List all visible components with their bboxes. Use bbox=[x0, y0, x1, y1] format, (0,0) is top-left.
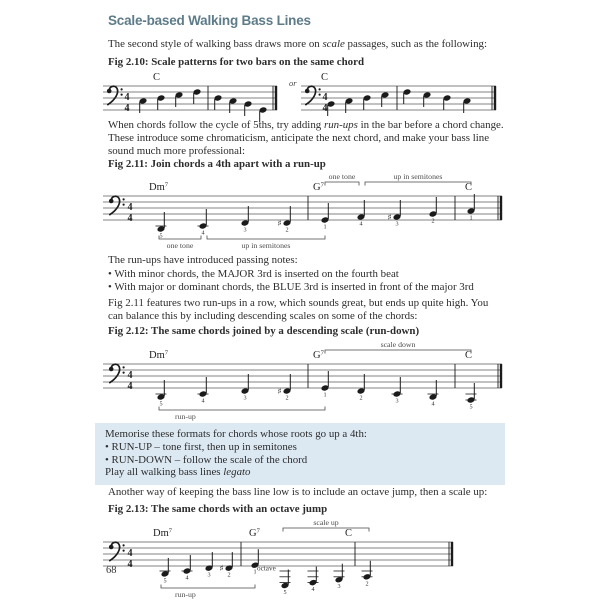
fig212-caption: Fig 2.12: The same chords joined by a descending scale (run-down) bbox=[108, 325, 420, 337]
balance-paragraph: Fig 2.11 features two run-ups in a row, which sounds great, but ends up quite high. You can balance this by including descending scales on some of the chords: bbox=[108, 297, 489, 323]
svg-text:♯: ♯ bbox=[277, 387, 282, 397]
svg-text:4: 4 bbox=[201, 229, 205, 237]
or-label: or bbox=[289, 78, 297, 88]
fig211-staff bbox=[103, 164, 508, 254]
svg-text:5: 5 bbox=[283, 589, 287, 596]
svg-text:C: C bbox=[465, 182, 473, 193]
svg-text:4: 4 bbox=[127, 213, 133, 225]
svg-text:1: 1 bbox=[469, 214, 473, 222]
bullet-minor-chords: • With minor chords, the MAJOR 3rd is inserted on the fourth beat bbox=[108, 268, 399, 280]
intro-paragraph: The second style of walking bass draws more on scale passages, such as the following: bbox=[108, 38, 487, 50]
fig210-staff-right bbox=[301, 72, 502, 126]
svg-text:3: 3 bbox=[207, 571, 211, 579]
svg-text:C: C bbox=[153, 72, 161, 83]
svg-text:3: 3 bbox=[395, 397, 399, 405]
svg-text:4: 4 bbox=[322, 92, 328, 104]
svg-text:up in semitones: up in semitones bbox=[241, 241, 291, 250]
svg-text:one tone: one tone bbox=[328, 172, 356, 181]
svg-text:2: 2 bbox=[365, 580, 369, 588]
svg-text:4: 4 bbox=[127, 559, 133, 571]
svg-text:4: 4 bbox=[124, 103, 130, 115]
svg-text:♯: ♯ bbox=[219, 564, 224, 575]
svg-text:5: 5 bbox=[469, 403, 473, 411]
info-box-line: Play all walking bass lines legato bbox=[105, 466, 251, 479]
svg-text:5: 5 bbox=[159, 232, 163, 240]
fig210-figure bbox=[103, 72, 502, 126]
svg-text:5: 5 bbox=[163, 577, 167, 585]
svg-text:4: 4 bbox=[127, 548, 133, 560]
bullet-major-chords: • With major or dominant chords, the BLUE 3rd is inserted in front of the major 3rd bbox=[108, 281, 474, 293]
svg-text:5: 5 bbox=[159, 400, 163, 408]
svg-text:C: C bbox=[465, 350, 473, 361]
svg-text:3: 3 bbox=[243, 226, 247, 234]
fig210-staff-left bbox=[103, 72, 283, 126]
svg-text:2: 2 bbox=[227, 571, 231, 579]
svg-text:2: 2 bbox=[285, 226, 289, 234]
svg-text:1: 1 bbox=[323, 391, 327, 399]
svg-text:4: 4 bbox=[127, 202, 133, 214]
page-title: Scale-based Walking Bass Lines bbox=[108, 13, 311, 28]
svg-text:4: 4 bbox=[124, 92, 130, 104]
svg-text:C: C bbox=[345, 528, 353, 539]
svg-text:run-up: run-up bbox=[175, 412, 196, 421]
page-number: 68 bbox=[106, 565, 117, 576]
info-box-line: • RUN-DOWN – follow the scale of the chord bbox=[105, 453, 308, 466]
svg-text:1: 1 bbox=[323, 223, 327, 231]
svg-text:4: 4 bbox=[431, 400, 435, 408]
passing-notes-paragraph: The run-ups have introduced passing notes: bbox=[108, 254, 298, 266]
svg-text:4: 4 bbox=[359, 220, 363, 228]
svg-text:Dm7: Dm$^7$ bbox=[153, 527, 172, 539]
svg-text:4: 4 bbox=[201, 397, 205, 405]
svg-text:C: C bbox=[320, 72, 328, 83]
svg-text:3: 3 bbox=[395, 220, 399, 228]
svg-text:2: 2 bbox=[285, 394, 289, 402]
svg-text:G7: $G^7$ bbox=[313, 181, 324, 193]
svg-text:up in semitones: up in semitones bbox=[393, 172, 443, 181]
svg-text:3: 3 bbox=[243, 394, 247, 402]
svg-text:G7: $G^7$ bbox=[313, 349, 324, 361]
svg-text:scale up: scale up bbox=[313, 518, 339, 527]
svg-text:4: 4 bbox=[185, 574, 189, 582]
svg-text:♯: ♯ bbox=[277, 219, 282, 229]
fig212-staff bbox=[103, 332, 508, 424]
svg-text:♯: ♯ bbox=[387, 213, 392, 223]
svg-text:2: 2 bbox=[359, 394, 363, 402]
info-box-line: Memorise these formats for chords whose roots go up a 4th: bbox=[105, 428, 367, 440]
svg-text:scale down: scale down bbox=[380, 340, 416, 349]
svg-text:one tone: one tone bbox=[166, 241, 194, 250]
memorise-info-box bbox=[95, 423, 505, 485]
svg-text:octave: octave bbox=[257, 564, 276, 573]
fig213-staff bbox=[103, 514, 459, 600]
svg-text:2: 2 bbox=[431, 217, 435, 225]
svg-text:3: 3 bbox=[337, 583, 341, 591]
cycle-paragraph: When chords follow the cycle of 5ths, try adding run-ups in the bar before a chord change. These introduce some chromaticism, anticipate the next chord, and make your bass line sound much more professional: bbox=[108, 119, 504, 158]
svg-text:run-up: run-up bbox=[175, 590, 196, 599]
svg-text:4: 4 bbox=[311, 586, 315, 594]
info-box-line: • RUN-UP – tone first, then up in semitones bbox=[105, 440, 297, 453]
svg-text:Dm7: Dm$^7$ bbox=[149, 181, 168, 193]
svg-text:4: 4 bbox=[322, 103, 328, 115]
fig210-caption: Fig 2.10: Scale patterns for two bars on the same chord bbox=[108, 56, 365, 68]
svg-text:4: 4 bbox=[127, 381, 133, 393]
fig213-caption: Fig 2.13: The same chords with an octave jump bbox=[108, 503, 328, 515]
fig211-caption: Fig 2.11: Join chords a 4th apart with a run-up bbox=[108, 158, 326, 170]
svg-text:4: 4 bbox=[127, 370, 133, 382]
svg-text:1: 1 bbox=[253, 568, 257, 576]
svg-text:Dm7: Dm$^7$ bbox=[149, 349, 168, 361]
svg-text:G7: $G^7$ bbox=[249, 527, 260, 539]
octave-intro-paragraph: Another way of keeping the bass line low is to include an octave jump, then a scale up: bbox=[108, 486, 488, 498]
